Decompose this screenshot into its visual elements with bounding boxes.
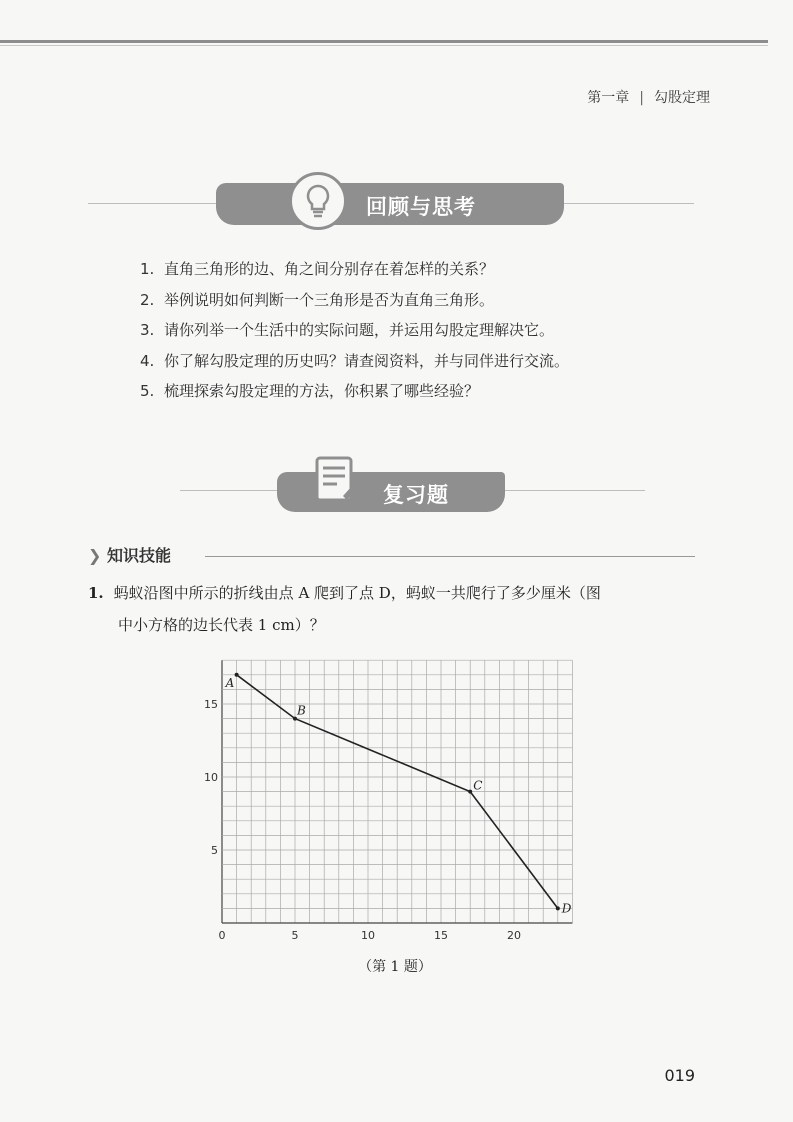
path-point [235, 673, 239, 677]
x-tick-label: 20 [507, 929, 521, 942]
list-item: 5. 梳理探索勾股定理的方法，你积累了哪些经验？ [140, 382, 480, 400]
lightbulb-icon [289, 172, 347, 230]
list-item: 3. 请你列举一个生活中的实际问题，并运用勾股定理解决它。 [140, 321, 555, 339]
problem-1 [88, 577, 700, 641]
banner-rule-right [564, 203, 694, 204]
x-tick-label: 10 [361, 929, 375, 942]
header-separator: | [639, 90, 644, 106]
point-label-A: A [225, 675, 235, 690]
list-item: 2. 举例说明如何判断一个三角形是否为直角三角形。 [140, 290, 495, 309]
chapter-label: 第一章 [587, 90, 630, 106]
section-heading: ❯ 知识技能 [88, 546, 171, 565]
point-label-C: C [473, 778, 483, 793]
banner-rule-left [88, 203, 216, 204]
path-point [468, 790, 472, 794]
problem-text-line1: 蚂蚁沿图中所示的折线由点 A 爬到了点 D，蚂蚁一共爬行了多少厘米（图 [113, 584, 601, 602]
topic-label: 勾股定理 [654, 90, 710, 106]
section-rule [205, 556, 695, 557]
top-rule-thin [0, 45, 768, 46]
review-question-list [140, 258, 569, 411]
exercises-title: 复习题 [383, 483, 449, 507]
exercises-banner [277, 472, 505, 512]
review-title: 回顾与思考 [366, 195, 476, 219]
notepad-pencil-icon [313, 454, 365, 506]
banner2-rule-left [180, 490, 277, 491]
banner2-rule-right [505, 490, 645, 491]
x-tick-label: 5 [291, 929, 299, 942]
problem-number: 1. [88, 584, 104, 602]
problem-text-line2: 中小方格的边长代表 1 cm）？ [118, 616, 325, 634]
review-banner [216, 183, 564, 225]
list-item: 1. 直角三角形的边、角之间分别存在着怎样的关系？ [140, 260, 495, 278]
x-tick-label: 0 [218, 929, 226, 942]
list-item: 4. 你了解勾股定理的历史吗？请查阅资料，并与同伴进行交流。 [140, 351, 570, 370]
ant-path-grid-figure [195, 655, 585, 955]
page-number: 019 [664, 1066, 695, 1085]
point-label-B: B [297, 703, 306, 718]
top-rule [0, 40, 768, 43]
x-tick-label: 15 [434, 929, 448, 942]
y-tick-label: 15 [204, 698, 218, 711]
chevron-right-icon: ❯ [88, 546, 102, 565]
point-label-D: D [561, 901, 572, 916]
y-tick-label: 10 [204, 771, 218, 784]
figure-caption: （第 1 题） [358, 959, 432, 975]
path-point [556, 906, 560, 910]
running-header [540, 87, 710, 107]
y-tick-label: 5 [211, 844, 218, 857]
